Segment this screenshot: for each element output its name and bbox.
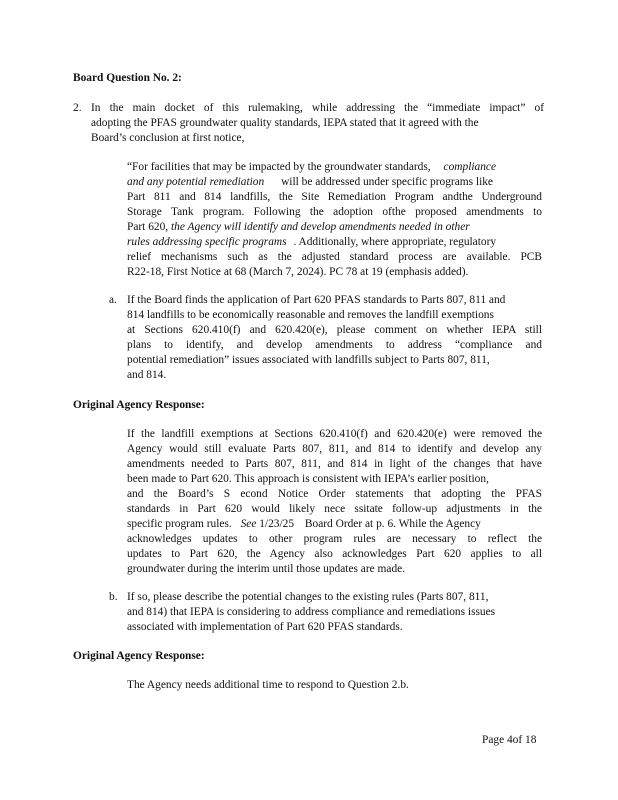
item-a-line: If the Board finds the application of Part 620 PFAS standards to Parts 807, 811 and [127, 294, 506, 306]
item-a-line: and 814. [127, 369, 167, 381]
response-line: acknowledges updates to other program rules are necessary to reflect the [127, 533, 542, 545]
response-line: amendments needed to Parts 807, 811, and 814 in light of the changes that have [127, 458, 542, 470]
response-text: The Agency needs additional time to respond to Question 2.b. [127, 679, 409, 691]
quote-line: relief mechanisms such as the adjusted standard process are available. PCB [127, 251, 542, 263]
quote-emphasis: the Agency will identify and develop amendments needed in other [171, 221, 470, 233]
quote-line: Part 811 and 814 landfills, the Site Remediation Program andthe Underground [127, 191, 542, 203]
response-line: and the Board’s S econd Notice Order statements that adopting the PFAS [127, 488, 542, 500]
response-text: specific program rules. [127, 518, 232, 530]
quote-text: Part 620, [127, 221, 169, 233]
page-number: Page 4of 18 [482, 734, 537, 746]
quote-line [127, 220, 470, 234]
quote-emphasis: and any potential remediation [127, 176, 265, 188]
item-a-line: potential remediation” issues associated with landfills subject to Parts 807, 811, [127, 354, 490, 366]
item-b-line: associated with implementation of Part 620 PFAS standards. [127, 621, 403, 633]
response-line: standards in Part 620 would likely nece ssitate follow-up adjustments in the [127, 503, 542, 515]
quote-emphasis: rules addressing specific programs [127, 236, 287, 248]
quote-line [127, 160, 496, 174]
response-heading: Original Agency Response: [73, 399, 205, 411]
quote-text: will be addressed under specific programs like [281, 176, 493, 188]
response-line: groundwater during the interim until those updates are made. [127, 563, 406, 575]
board-question-heading: Board Question No. 2: [73, 72, 182, 84]
item-a-line: at Sections 620.410(f) and 620.420(e), please comment on whether IEPA still [127, 324, 542, 336]
response-heading: Original Agency Response: [73, 650, 205, 662]
quote-text: . Additionally, where appropriate, regulatory [293, 236, 497, 248]
response-line: If the landfill exemptions at Sections 620.410(f) and 620.420(e) were removed the [127, 428, 542, 440]
item-b-label: b. [109, 591, 118, 603]
item-b-line: If so, please describe the potential changes to the existing rules (Parts 807, 811, [127, 591, 489, 603]
item-a-label: a. [109, 294, 117, 306]
response-text: Board Order at p. 6. While the Agency [304, 518, 481, 530]
quote-line [127, 235, 496, 249]
response-line: updates to Part 620, the Agency also acknowledges Part 620 applies to all [127, 548, 542, 560]
quote-line [127, 175, 493, 189]
item-b-line: and 814) that IEPA is considering to address compliance and remediations issues [127, 606, 496, 618]
quote-emphasis: compliance [443, 161, 497, 173]
quote-line: Storage Tank program. Following the adoption ofthe proposed amendments to [127, 206, 542, 218]
quote-line: R22-18, First Notice at 68 (March 7, 2024). PC 78 at 19 (emphasis added). [127, 266, 469, 278]
item-a-line: 814 landfills to be economically reasonable and removes the landfill exemptions [127, 309, 494, 321]
quote-text: “For facilities that may be impacted by the groundwater standards, [127, 161, 431, 173]
response-line: been made to Part 620. This approach is consistent with IEPA’s earlier position, [127, 473, 489, 485]
response-line [127, 517, 542, 531]
item-a-line: plans to identify, and develop amendments to address “compliance and [127, 339, 542, 351]
response-line: Agency would still evaluate Parts 807, 811, and 814 to identify and develop any [127, 443, 542, 455]
question-number: 2. [73, 102, 82, 114]
question-line: Board’s conclusion at first notice, [91, 132, 245, 144]
question-line: In the main docket of this rulemaking, while addressing the “immediate impact” of [91, 102, 544, 114]
citation-date: 1/23/25 [259, 518, 295, 530]
question-line: adopting the PFAS groundwater quality standards, IEPA stated that it agreed with the [91, 117, 479, 129]
see-citation: See [240, 518, 257, 530]
